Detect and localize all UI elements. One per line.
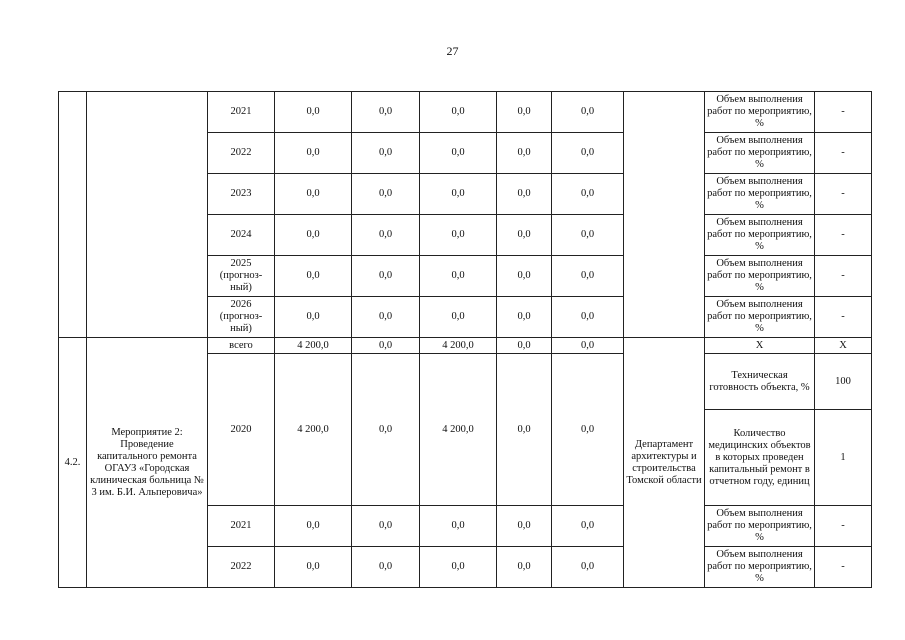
fund-cell: 0,0 bbox=[552, 92, 624, 133]
fund-cell: 0,0 bbox=[552, 506, 624, 547]
fund-cell: 0,0 bbox=[497, 547, 552, 588]
fund-cell: 0,0 bbox=[420, 92, 497, 133]
fund-cell: 0,0 bbox=[420, 215, 497, 256]
num-cell-empty bbox=[59, 92, 87, 338]
year-cell: 2024 bbox=[208, 215, 275, 256]
value-cell: - bbox=[815, 297, 872, 338]
indicator-cell: Количество медицинских объектов в которых проведен капитальный ремонт в отчетном году, единиц bbox=[705, 410, 815, 506]
fund-cell: 0,0 bbox=[420, 297, 497, 338]
total-cell: 0,0 bbox=[275, 506, 352, 547]
fund-cell: 0,0 bbox=[497, 256, 552, 297]
fund-cell: 0,0 bbox=[420, 506, 497, 547]
year-cell: 2022 bbox=[208, 133, 275, 174]
value-cell: - bbox=[815, 92, 872, 133]
indicator-cell: Объем выполнения работ по мероприятию, % bbox=[705, 547, 815, 588]
value-cell: 1 bbox=[815, 410, 872, 506]
value-cell: - bbox=[815, 215, 872, 256]
fund-cell: 0,0 bbox=[352, 297, 420, 338]
fund-cell: 0,0 bbox=[497, 215, 552, 256]
year-cell: всего bbox=[208, 338, 275, 354]
fund-cell: 0,0 bbox=[352, 338, 420, 354]
indicator-cell: Объем выполнения работ по мероприятию, % bbox=[705, 297, 815, 338]
page-number: 27 bbox=[446, 44, 459, 58]
indicator-cell: Объем выполнения работ по мероприятию, % bbox=[705, 133, 815, 174]
budget-table bbox=[58, 91, 872, 588]
item-number: 4.2. bbox=[59, 338, 87, 588]
indicator-cell: Объем выполнения работ по мероприятию, % bbox=[705, 174, 815, 215]
total-cell: 0,0 bbox=[275, 547, 352, 588]
fund-cell: 0,0 bbox=[552, 338, 624, 354]
name-cell-empty bbox=[87, 92, 208, 338]
year-cell: 2023 bbox=[208, 174, 275, 215]
fund-cell: 0,0 bbox=[552, 297, 624, 338]
fund-cell: 0,0 bbox=[352, 256, 420, 297]
year-cell: 2021 bbox=[208, 92, 275, 133]
year-cell: 2025 (прогноз-ный) bbox=[208, 256, 275, 297]
executor-cell: Департамент архитектуры и строительства Томской области bbox=[624, 338, 705, 588]
item-name: Мероприятие 2: Проведение капитального ремонта ОГАУЗ «Городская клиническая больница № 3 им. Б.И. Альперовича» bbox=[87, 338, 208, 588]
indicator-cell: Объем выполнения работ по мероприятию, % bbox=[705, 215, 815, 256]
total-cell: 0,0 bbox=[275, 133, 352, 174]
indicator-cell: Объем выполнения работ по мероприятию, % bbox=[705, 256, 815, 297]
fund-cell: 0,0 bbox=[352, 506, 420, 547]
fund-cell: 0,0 bbox=[497, 506, 552, 547]
fund-cell: 0,0 bbox=[552, 133, 624, 174]
fund-cell: 0,0 bbox=[497, 92, 552, 133]
fund-cell: 0,0 bbox=[552, 354, 624, 506]
year-cell: 2020 bbox=[208, 354, 275, 506]
value-cell: - bbox=[815, 506, 872, 547]
fund-cell: 0,0 bbox=[497, 133, 552, 174]
fund-cell: 0,0 bbox=[420, 133, 497, 174]
value-cell: - bbox=[815, 133, 872, 174]
year-cell: 2026 (прогноз-ный) bbox=[208, 297, 275, 338]
fund-cell: 0,0 bbox=[497, 297, 552, 338]
fund-cell: 0,0 bbox=[352, 174, 420, 215]
executor-cell-empty bbox=[624, 92, 705, 338]
indicator-cell: X bbox=[705, 338, 815, 354]
value-cell: X bbox=[815, 338, 872, 354]
fund-cell: 0,0 bbox=[420, 256, 497, 297]
fund-cell: 4 200,0 bbox=[420, 338, 497, 354]
fund-cell: 0,0 bbox=[552, 215, 624, 256]
total-cell: 0,0 bbox=[275, 174, 352, 215]
fund-cell: 0,0 bbox=[352, 92, 420, 133]
total-cell: 4 200,0 bbox=[275, 354, 352, 506]
indicator-cell: Техническая готовность объекта, % bbox=[705, 354, 815, 410]
fund-cell: 0,0 bbox=[552, 256, 624, 297]
value-cell: - bbox=[815, 174, 872, 215]
total-cell: 0,0 bbox=[275, 215, 352, 256]
value-cell: - bbox=[815, 547, 872, 588]
total-cell: 0,0 bbox=[275, 297, 352, 338]
fund-cell: 0,0 bbox=[352, 547, 420, 588]
year-cell: 2021 bbox=[208, 506, 275, 547]
table-row bbox=[59, 92, 872, 133]
fund-cell: 0,0 bbox=[497, 354, 552, 506]
total-cell: 4 200,0 bbox=[275, 338, 352, 354]
year-cell: 2022 bbox=[208, 547, 275, 588]
total-cell: 0,0 bbox=[275, 92, 352, 133]
fund-cell: 0,0 bbox=[420, 547, 497, 588]
fund-cell: 0,0 bbox=[552, 547, 624, 588]
table-row bbox=[59, 338, 872, 354]
total-cell: 0,0 bbox=[275, 256, 352, 297]
indicator-cell: Объем выполнения работ по мероприятию, % bbox=[705, 506, 815, 547]
fund-cell: 0,0 bbox=[497, 338, 552, 354]
indicator-cell: Объем выполнения работ по мероприятию, % bbox=[705, 92, 815, 133]
fund-cell: 0,0 bbox=[497, 174, 552, 215]
fund-cell: 0,0 bbox=[552, 174, 624, 215]
fund-cell: 4 200,0 bbox=[420, 354, 497, 506]
fund-cell: 0,0 bbox=[352, 354, 420, 506]
value-cell: 100 bbox=[815, 354, 872, 410]
value-cell: - bbox=[815, 256, 872, 297]
fund-cell: 0,0 bbox=[352, 133, 420, 174]
fund-cell: 0,0 bbox=[352, 215, 420, 256]
fund-cell: 0,0 bbox=[420, 174, 497, 215]
